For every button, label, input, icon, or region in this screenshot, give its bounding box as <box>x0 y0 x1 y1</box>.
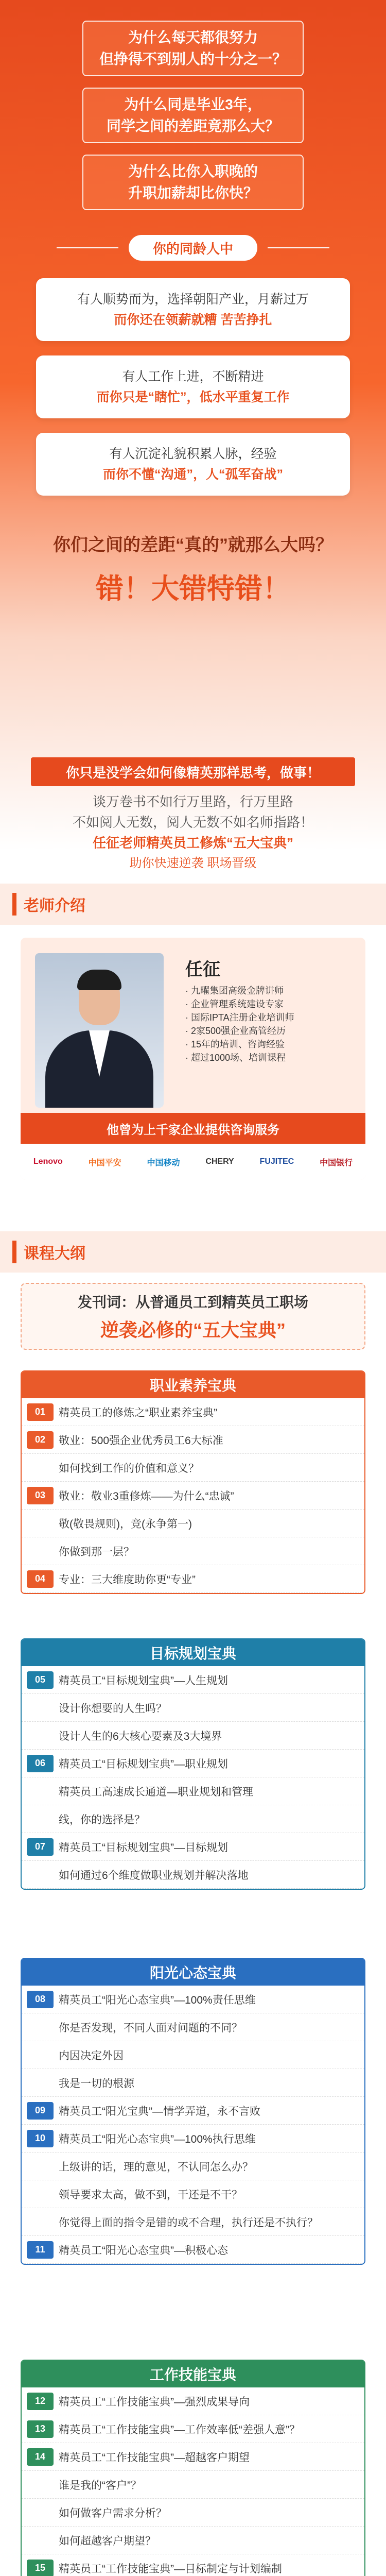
peer-pill: 你的同龄人中 <box>129 235 257 261</box>
pain-card-1 <box>36 278 350 341</box>
lesson-row <box>22 1986 364 2013</box>
bankofchina-logo: 中国银行 <box>320 1158 353 1167</box>
question-box-2 <box>82 88 304 143</box>
lesson-row <box>22 1426 364 1454</box>
lesson-row <box>22 2180 364 2208</box>
lesson-number: 15 <box>27 2560 54 2576</box>
lesson-text: 精英员工“阳光心态宝典”—100%执行思维 <box>59 2133 256 2145</box>
module-title: 职业素养宝典 <box>22 1371 364 1398</box>
lesson-text: 谁是我的“客户”？ <box>59 2479 142 2492</box>
teacher-heading-bar <box>0 884 386 925</box>
tagline-top: 发刊词：从普通员工到精英员工职场 <box>77 1294 308 1310</box>
lesson-text: 精英员工“目标规划宝典”—职业规划 <box>59 1758 228 1770</box>
lesson-row <box>22 2415 364 2443</box>
hero-section <box>0 0 386 850</box>
question-text: 为什么比你入职晚的 升职加薪却比你快？ <box>128 163 258 201</box>
tagline-bottom: 逆袭必修的“五大宝典” <box>100 1319 286 1341</box>
pain-line: 有人工作上进，不断精进 <box>122 369 264 384</box>
big-question: 你们之间的差距“真的”就那么大吗？ <box>53 535 333 555</box>
lesson-text: 精英员工“目标规划宝典”—人生规划 <box>59 1674 228 1687</box>
lesson-row <box>22 1482 364 1510</box>
lesson-row <box>22 1805 364 1833</box>
lesson-row <box>22 1510 364 1537</box>
lesson-row <box>22 1777 364 1805</box>
course-heading-bar <box>0 1231 386 1273</box>
fujitec-logo: FUJITEC <box>259 1157 294 1166</box>
lesson-number: 04 <box>27 1570 54 1588</box>
invite-accent: 任征老师精英员工修炼“五大宝典” <box>92 835 293 851</box>
lesson-text: 如何找到工作的价值和意义？ <box>59 1462 199 1475</box>
bio-item: · 2家500强企业高管经历 <box>185 1026 286 1036</box>
lesson-number: 02 <box>27 1431 54 1449</box>
section-title: 课程大纲 <box>12 1241 85 1263</box>
lesson-row <box>22 1833 364 1861</box>
lesson-row <box>22 1750 364 1777</box>
lesson-number: 13 <box>27 2420 54 2438</box>
pain-line-em: 而你只是“瞎忙”，低水平重复工作 <box>96 390 290 404</box>
chinamobile-logo: 中国移动 <box>147 1158 180 1167</box>
lesson-number: 06 <box>27 1755 54 1772</box>
lesson-row <box>22 2069 364 2097</box>
teacher-bio <box>185 984 294 1064</box>
lesson-row <box>22 1398 364 1426</box>
bio-item: · 九曜集团高级金牌讲师 <box>185 986 284 996</box>
teacher-name: 任征 <box>185 960 220 979</box>
lesson-row <box>22 1666 364 1694</box>
invite-line-2: 不如阅人无数，阅人无数不如名师指路！ <box>72 815 313 830</box>
lesson-number: 01 <box>27 1403 54 1421</box>
lesson-text: 敬业：500强企业优秀员工6大标准 <box>59 1434 223 1447</box>
lesson-number: 05 <box>27 1671 54 1689</box>
lesson-text: 精英员工高速成长通道—职业规划和管理 <box>59 1786 253 1798</box>
bio-item: · 国际IPTA注册企业培训师 <box>185 1012 294 1023</box>
think-banner: 你只是没学会如何像精英那样思考，做事！ <box>31 757 355 786</box>
big-answer: 错！大错特错！ <box>96 573 290 604</box>
pain-line: 有人沉淀礼貌积累人脉，经验 <box>109 447 277 461</box>
lesson-text: 精英员工的修炼之“职业素养宝典” <box>59 1406 217 1419</box>
lesson-row <box>22 2527 364 2554</box>
lesson-text: 敬(敬畏规则)，竞(永争第一) <box>59 1518 192 1530</box>
lesson-row <box>22 2208 364 2236</box>
lesson-row <box>22 2387 364 2415</box>
lesson-number: 11 <box>27 2241 54 2259</box>
pingan-logo: 中国平安 <box>88 1158 121 1167</box>
pain-card-3 <box>36 433 350 496</box>
lesson-text: 精英员工“阳光心态宝典”—积极心态 <box>59 2244 228 2257</box>
lesson-text: 我是一切的根源 <box>59 2077 134 2090</box>
question-box-3 <box>82 155 304 210</box>
lesson-number: 08 <box>27 1991 54 2008</box>
question-box-1 <box>82 21 304 76</box>
pain-line: 有人顺势而为，选择朝阳产业，月薪过万 <box>77 292 309 307</box>
lesson-text: 设计人生的6大核心要素及3大境界 <box>59 1730 222 1742</box>
lesson-row <box>22 1694 364 1722</box>
lesson-row <box>22 2013 364 2041</box>
teacher-photo <box>35 953 164 1108</box>
lesson-text: 如何通过6个维度做职业规划并解决落地 <box>59 1869 249 1882</box>
lesson-text: 你觉得上面的指令是错的或不合理，执行还是不执行？ <box>59 2216 318 2229</box>
client-logos <box>21 1144 365 1180</box>
section-title: 老师介绍 <box>12 893 85 916</box>
question-text: 为什么每天都很努力 但挣得不到别人的十分之一？ <box>99 29 287 67</box>
pain-card-2 <box>36 355 350 418</box>
lesson-row <box>22 2236 364 2264</box>
lesson-row <box>22 1722 364 1750</box>
lesson-text: 设计你想要的人生吗？ <box>59 1702 167 1715</box>
lesson-number: 10 <box>27 2130 54 2147</box>
lesson-row <box>22 1861 364 1889</box>
course-module <box>21 2360 365 2576</box>
lesson-number: 07 <box>27 1838 54 1856</box>
teacher-card <box>21 938 365 1180</box>
lesson-row <box>22 2443 364 2471</box>
module-title: 工作技能宝典 <box>22 2361 364 2387</box>
question-text: 为什么同是毕业3年， 同学之间的差距竟那么大？ <box>106 96 279 134</box>
divider-right <box>268 247 329 248</box>
lesson-text: 精英员工“阳光心态宝典”—100%责任思维 <box>59 1994 256 2006</box>
lesson-text: 精英员工“工作技能宝典”—工作效率低“差强人意”？ <box>59 2424 300 2436</box>
lesson-text: 精英员工“阳光宝典”—情学弄道，永不言败 <box>59 2105 260 2117</box>
lesson-row <box>22 1454 364 1482</box>
lesson-row <box>22 2153 364 2180</box>
lesson-text: 专业：三大维度助你更“专业” <box>59 1573 196 1586</box>
invite-line-1: 谈万卷书不如行万里路，行万里路 <box>92 794 293 809</box>
bio-item: · 15年的培训、咨询经验 <box>185 1039 285 1049</box>
lesson-text: 如何做客户需求分析？ <box>59 2507 167 2519</box>
course-tagline <box>21 1283 365 1350</box>
lesson-row <box>22 1565 364 1593</box>
lesson-text: 你是否发现，不同人面对问题的不同？ <box>59 2022 242 2034</box>
lesson-row <box>22 2471 364 2499</box>
lesson-text: 上级讲的话，理的意见，不认同怎么办？ <box>59 2161 253 2173</box>
lesson-row <box>22 2125 364 2153</box>
lesson-text: 内因决定外因 <box>59 2049 124 2062</box>
course-module <box>21 1370 365 1594</box>
module-title: 阳光心态宝典 <box>22 1959 364 1986</box>
lesson-number: 14 <box>27 2448 54 2466</box>
lesson-row <box>22 1537 364 1565</box>
bio-item: · 超过1000场、培训课程 <box>185 1053 286 1063</box>
course-module <box>21 1638 365 1890</box>
teacher-strip: 他曾为上千家企业提供咨询服务 <box>21 1113 365 1144</box>
lesson-number: 12 <box>27 2393 54 2410</box>
lesson-text: 领导要求太高，做不到，干还是不干？ <box>59 2189 242 2201</box>
lesson-row <box>22 2097 364 2125</box>
lesson-text: 敬业：敬业3重修炼——为什么“忠诚” <box>59 1490 234 1502</box>
lesson-row <box>22 2554 364 2576</box>
invite-tail: 助你快速逆袭 职场晋级 <box>129 856 257 870</box>
pain-line-em: 而你还在领薪就糟 苦苦挣扎 <box>114 313 272 327</box>
lesson-text: 精英员工“工作技能宝典”—目标制定与计划编制 <box>59 2563 282 2575</box>
lenovo-logo: Lenovo <box>33 1157 63 1166</box>
course-module <box>21 1958 365 2265</box>
lesson-row <box>22 2499 364 2527</box>
bio-item: · 企业管理系统建设专家 <box>185 999 284 1009</box>
lesson-text: 你做到那一层？ <box>59 1546 134 1558</box>
lesson-number: 09 <box>27 2102 54 2120</box>
lesson-text: 线，你的选择是？ <box>59 1814 145 1826</box>
lesson-text: 精英员工“工作技能宝典”—超越客户期望 <box>59 2451 250 2464</box>
module-title: 目标规划宝典 <box>22 1639 364 1666</box>
lesson-row <box>22 2041 364 2069</box>
divider-left <box>57 247 118 248</box>
lesson-text: 精英员工“工作技能宝典”—强烈成果导向 <box>59 2396 250 2408</box>
lesson-text: 如何超越客户期望？ <box>59 2535 156 2547</box>
lesson-number: 03 <box>27 1487 54 1504</box>
chery-logo: CHERY <box>205 1157 234 1166</box>
pain-line-em: 而你不懂“沟通”，人“孤军奋战” <box>102 467 283 482</box>
lesson-text: 精英员工“目标规划宝典”—目标规划 <box>59 1841 228 1854</box>
